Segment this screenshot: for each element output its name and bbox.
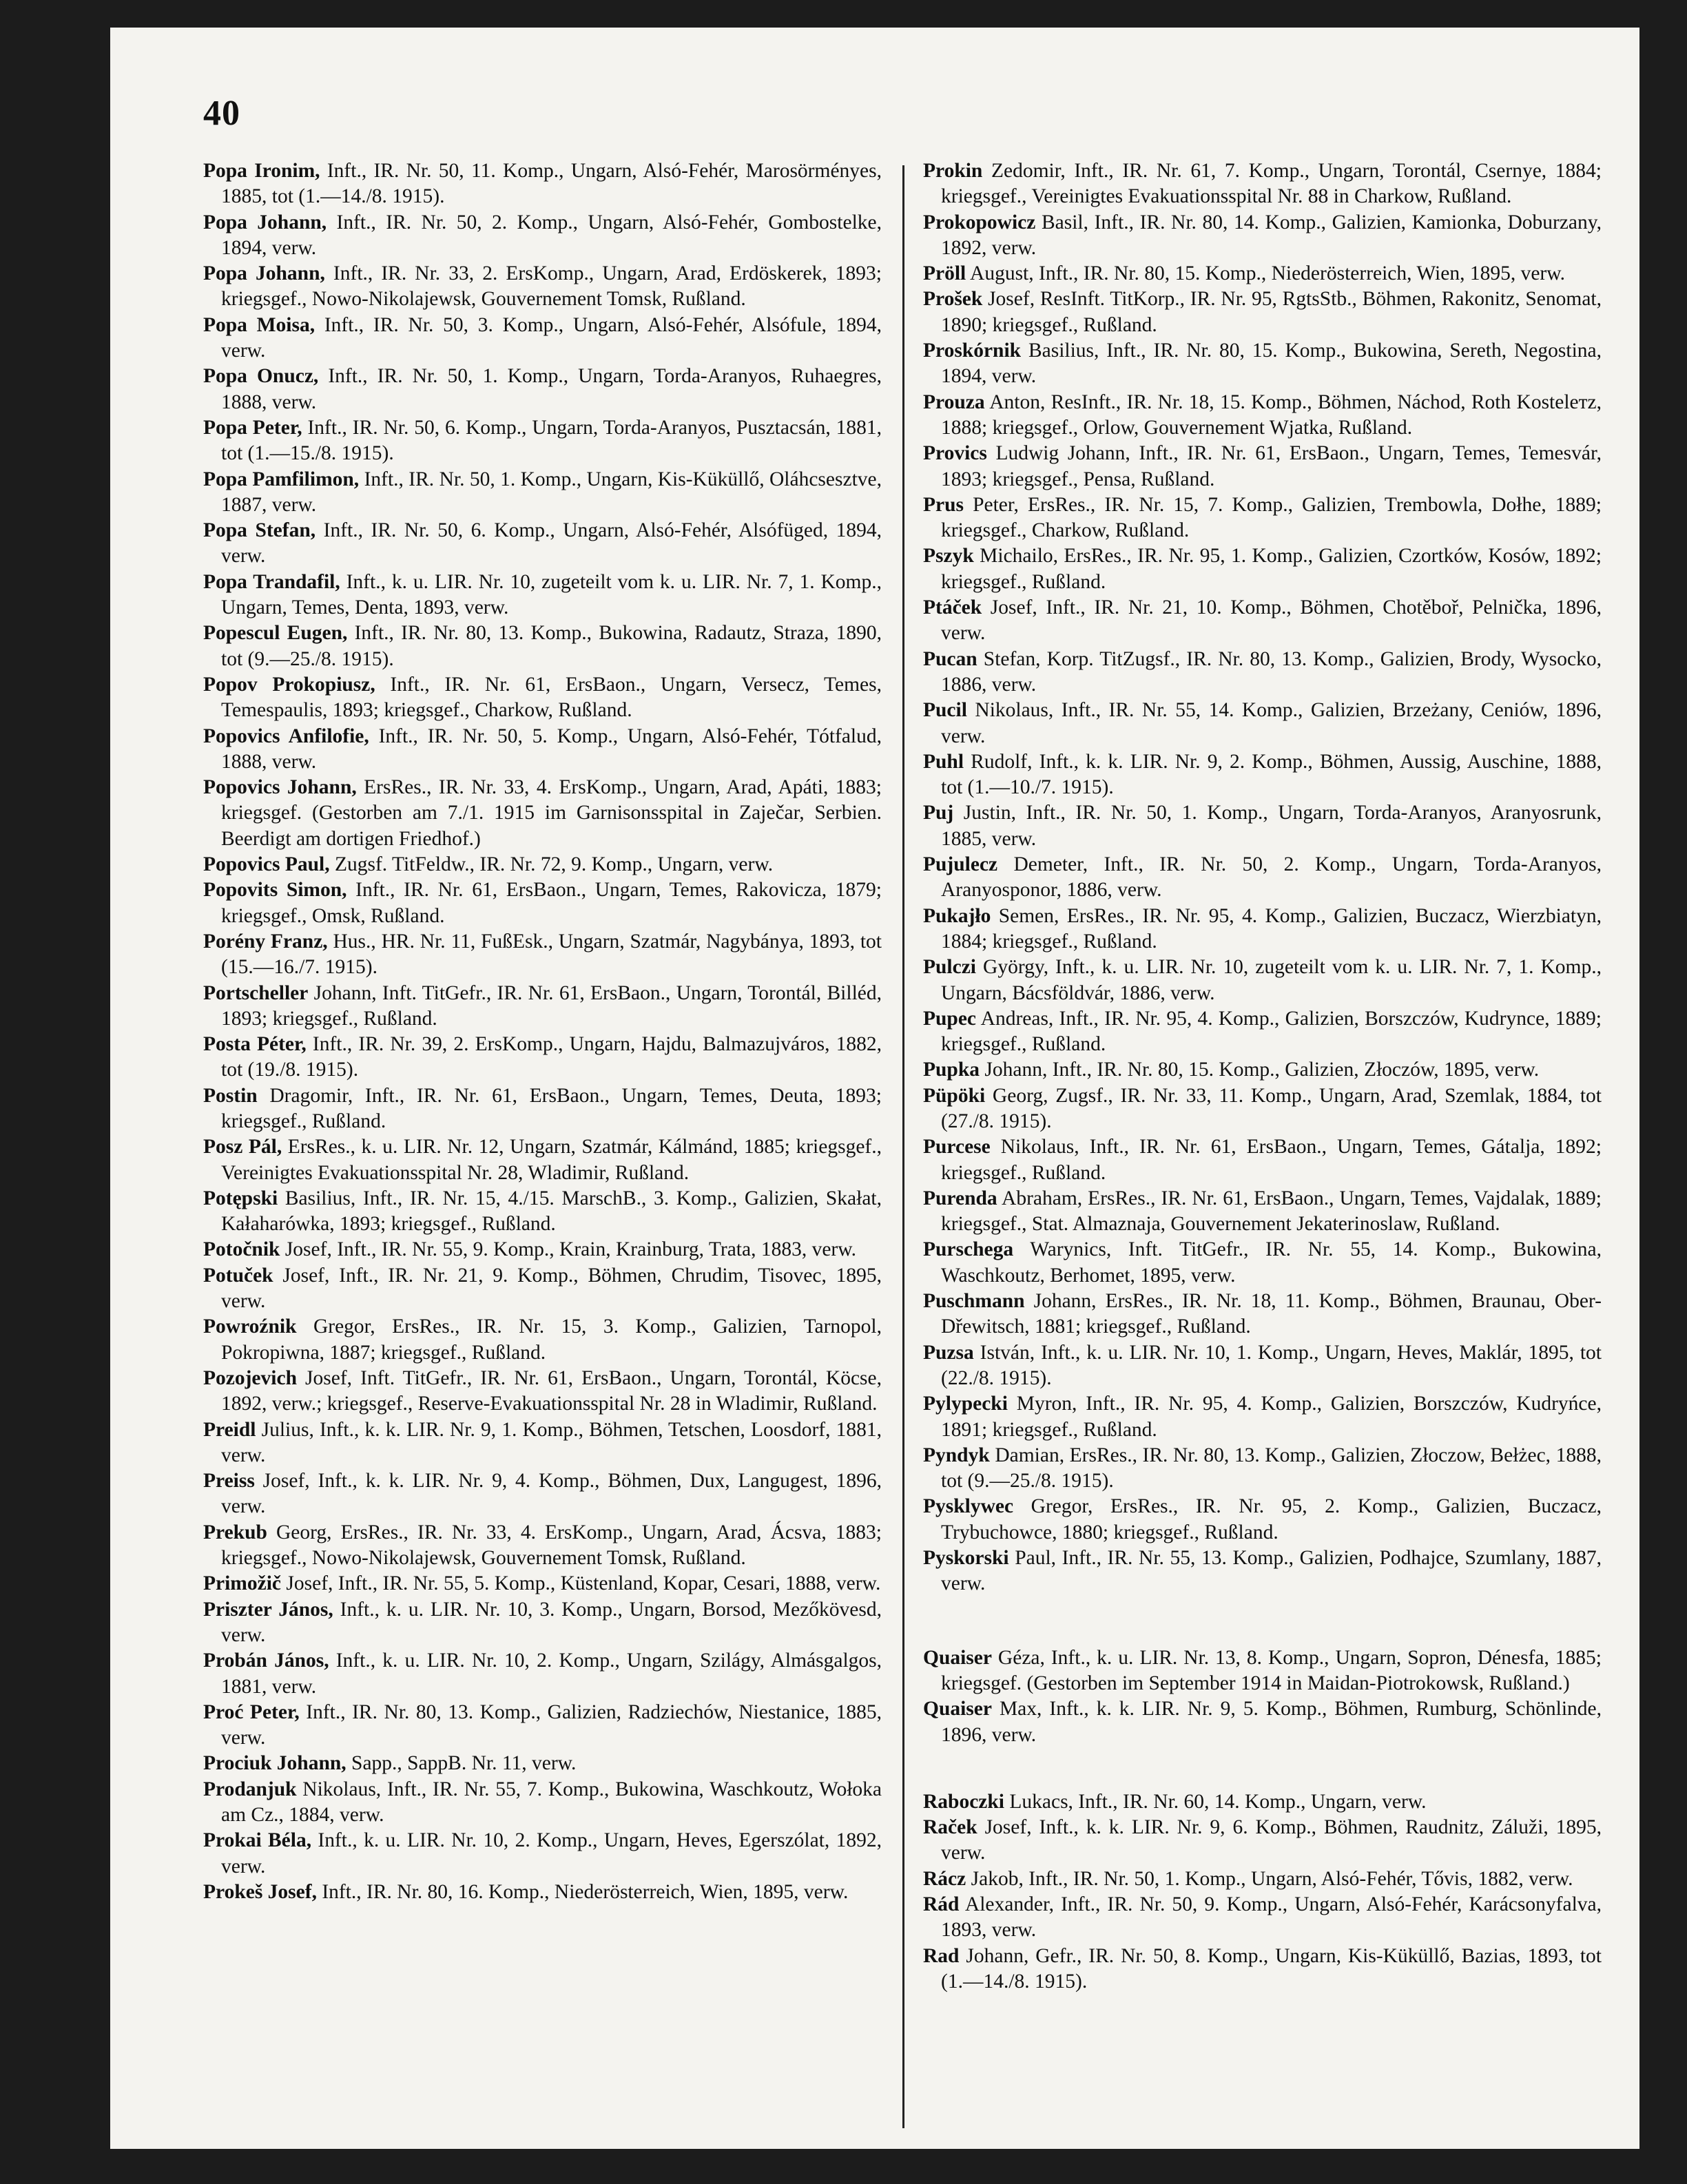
register-entry (203, 621, 882, 672)
register-entry (203, 1083, 882, 1135)
entry-details: ErsRes., IR. Nr. 33, 4. ErsKomp., Ungarn, Arad, Apáti, 1883; kriegsgef. (Gestorben am 7./1. 1915 im Garnisonsspital in Zaječar, Serbien. Beerdigt am dortigen Friedhof.) (221, 776, 882, 850)
entry-name: Pujulecz (923, 853, 998, 876)
section-gap (923, 1748, 1602, 1789)
entry-name: Puschmann (923, 1290, 1025, 1313)
register-entry (923, 1083, 1602, 1135)
entry-details: ErsRes., k. u. LIR. Nr. 12, Ungarn, Szatmár, Kálmánd, 1885; kriegsgef., Vereinigtes Evakuationsspital Nr. 28, Wladimir, Rußland. (221, 1136, 882, 1184)
entry-details: Nikolaus, Inft., IR. Nr. 55, 14. Komp., Galizien, Brzeżany, Ceniów, 1896, verw. (941, 699, 1602, 747)
entry-name: Purenda (923, 1187, 997, 1209)
entry-details: Nikolaus, Inft., IR. Nr. 61, ErsBaon., Ungarn, Temes, Gátalja, 1892; kriegsgef., Rußland. (941, 1136, 1602, 1184)
register-entry (923, 210, 1602, 262)
register-entry (923, 1789, 1602, 1815)
register-entry (203, 1700, 882, 1751)
entry-details: Inft., IR. Nr. 80, 13. Komp., Galizien, Radziechów, Niestanice, 1885, verw. (221, 1701, 882, 1749)
entry-name: Prus (923, 493, 964, 516)
entry-details: Justin, Inft., IR. Nr. 50, 1. Komp., Ungarn, Torda-Aranyos, Aranyosrunk, 1885, verw. (941, 802, 1602, 850)
right-section-p (923, 158, 1602, 1597)
entry-name: Purschega (923, 1238, 1014, 1261)
entry-name: Primožič (203, 1572, 282, 1595)
entry-name: Potočnik (203, 1238, 280, 1261)
entry-details: Inft., IR. Nr. 50, 5. Komp., Ungarn, Alsó-Fehér, Tótfalud, 1888, verw. (221, 725, 882, 773)
entry-name: Proskórnik (923, 340, 1022, 362)
entry-name: Popovics Johann, (203, 776, 357, 799)
entry-name: Rád (923, 1893, 960, 1915)
entry-name: Popa Johann, (203, 211, 327, 233)
entry-name: Provics (923, 442, 987, 465)
entry-name: Rad (923, 1944, 960, 1967)
entry-details: Paul, Inft., IR. Nr. 55, 13. Komp., Galizien, Podhajce, Szumlany, 1887, verw. (941, 1547, 1602, 1595)
register-entry (203, 724, 882, 776)
entry-name: Popa Peter, (203, 416, 302, 439)
entry-name: Popa Moisa, (203, 313, 315, 336)
entry-details: Inft., IR. Nr. 50, 3. Komp., Ungarn, Alsó-Fehér, Alsófule, 1894, verw. (221, 313, 882, 362)
entry-details: Warynics, Inft. TitGefr., IR. Nr. 55, 14. Komp., Bukowina, Waschkoutz, Berhomet, 1895, verw. (941, 1238, 1602, 1287)
entry-details: Inft., k. u. LIR. Nr. 10, 3. Komp., Ungarn, Borsod, Mezőkövesd, verw. (221, 1598, 882, 1646)
entry-details: Demeter, Inft., IR. Nr. 50, 2. Komp., Ungarn, Torda-Aranyos, Aranyosponor, 1886, verw. (941, 853, 1602, 902)
entry-name: Popa Trandafil, (203, 570, 340, 593)
entry-details: Josef, Inft., IR. Nr. 55, 5. Komp., Küstenland, Kopar, Cesari, 1888, verw. (281, 1572, 881, 1595)
entry-details: Josef, Inft., k. k. LIR. Nr. 9, 6. Komp., Böhmen, Raudnitz, Záluži, 1895, verw. (941, 1816, 1602, 1864)
register-entry (203, 210, 882, 262)
register-entry (923, 158, 1602, 210)
entry-name: Prodanjuk (203, 1778, 297, 1800)
register-entry (203, 1828, 882, 1880)
entry-details: Max, Inft., k. k. LIR. Nr. 9, 5. Komp., Böhmen, Rumburg, Schönlinde, 1896, verw. (941, 1698, 1602, 1746)
register-entry (203, 415, 882, 467)
entry-name: Pupka (923, 1059, 980, 1081)
entry-name: Popa Pamfilimon, (203, 468, 360, 490)
entry-details: Inft., k. u. LIR. Nr. 10, zugeteilt vom k. u. LIR. Nr. 7, 1. Komp., Ungarn, Temes, Denta, 1893, verw. (221, 570, 882, 619)
entry-details: Inft., k. u. LIR. Nr. 10, 2. Komp., Ungarn, Szilágy, Almásgalgos, 1881, verw. (221, 1650, 882, 1698)
entry-details: Géza, Inft., k. u. LIR. Nr. 13, 8. Komp., Ungarn, Sopron, Dénesfa, 1885; kriegsgef. (Gestorben im September 1914 in Maidan-Piotrokowsk, Rußland.) (941, 1646, 1602, 1694)
right-column (923, 158, 1602, 1995)
entry-details: August, Inft., IR. Nr. 80, 15. Komp., Niederösterreich, Wien, 1895, verw. (966, 262, 1565, 285)
entry-details: Inft., IR. Nr. 33, 2. ErsKomp., Ungarn, Arad, Erdöskerek, 1893; kriegsgef., Nowo-Nikolajewsk, Gouvernement Tomsk, Rußland. (221, 262, 882, 311)
register-entry (203, 1571, 882, 1597)
book-page (110, 28, 1639, 2149)
entry-name: Posz Pál, (203, 1136, 282, 1158)
register-entry (203, 158, 882, 210)
right-section-r (923, 1789, 1602, 1995)
entry-details: Inft., IR. Nr. 80, 16. Komp., Niederösterreich, Wien, 1895, verw. (316, 1880, 849, 1903)
register-entry (923, 1134, 1602, 1186)
entry-name: Prošek (923, 288, 983, 311)
register-entry (923, 749, 1602, 801)
entry-details: Josef, Inft., IR. Nr. 21, 10. Komp., Böhmen, Chotěboř, Pelnička, 1896, verw. (941, 596, 1602, 645)
entry-details: Sapp., SappB. Nr. 11, verw. (346, 1752, 577, 1775)
entry-name: Pyndyk (923, 1444, 990, 1466)
register-entry (923, 955, 1602, 1006)
register-entry (203, 672, 882, 724)
entry-details: Josef, Inft. TitGefr., IR. Nr. 61, ErsBaon., Ungarn, Torontál, Köcse, 1892, verw.; kriegsgef., Reserve-Evakuationsspital Nr. 28 in Wladimir, Rußland. (221, 1366, 882, 1415)
entry-name: Raboczki (923, 1790, 1004, 1813)
entry-name: Popescul Eugen, (203, 622, 348, 645)
entry-details: Rudolf, Inft., k. k. LIR. Nr. 9, 2. Komp., Böhmen, Aussig, Auschine, 1888, tot (1.—10./7. 1915). (941, 750, 1602, 799)
entry-name: Puj (923, 802, 954, 824)
section-gap (923, 1597, 1602, 1645)
left-column (203, 158, 882, 1905)
page-number: 40 (203, 94, 240, 133)
register-entry (923, 543, 1602, 595)
entry-name: Popov Prokopiusz, (203, 673, 375, 696)
register-entry (923, 1340, 1602, 1392)
entry-name: Prociuk Johann, (203, 1752, 346, 1775)
entry-details: Semen, ErsRes., IR. Nr. 95, 4. Komp., Galizien, Buczacz, Wierzbiatyn, 1884; kriegsgef., Rußland. (941, 904, 1602, 953)
entry-details: Inft., IR. Nr. 61, ErsBaon., Ungarn, Temes, Rakovicza, 1879; kriegsgef., Omsk, Rußland. (221, 879, 882, 927)
entry-details: Josef, ResInft. TitKorp., IR. Nr. 95, RgtsStb., Böhmen, Rakonitz, Senomat, 1890; kriegsgef., Rußland. (941, 288, 1602, 336)
entry-name: Popovics Paul, (203, 853, 330, 876)
right-section-q (923, 1645, 1602, 1748)
entry-name: Popa Onucz, (203, 365, 319, 388)
entry-details: Inft., IR. Nr. 50, 11. Komp., Ungarn, Alsó-Fehér, Marosörményes, 1885, tot (1.—14./8. 1915). (221, 160, 882, 208)
register-entry (923, 595, 1602, 647)
entry-name: Pszyk (923, 545, 974, 568)
entry-name: Probán János, (203, 1650, 329, 1672)
entry-name: Popovics Anfilofie, (203, 725, 369, 747)
register-entry (203, 1880, 882, 1905)
entry-details: Nikolaus, Inft., IR. Nr. 55, 7. Komp., Bukowina, Waschkoutz, Wołoka am Cz., 1884, verw. (221, 1778, 882, 1826)
register-entry (923, 1645, 1602, 1697)
entry-details: Abraham, ErsRes., IR. Nr. 61, ErsBaon., Ungarn, Temes, Vajdalak, 1889; kriegsgef., Stat. Almaznaja, Gouvernement Jekaterinoslaw, Rußland. (941, 1187, 1602, 1236)
entry-details: Andreas, Inft., IR. Nr. 95, 4. Komp., Galizien, Borszczów, Kudrynce, 1889; kriegsgef., Rußland. (941, 1007, 1602, 1056)
entry-details: Inft., IR. Nr. 80, 13. Komp., Bukowina, Radautz, Straza, 1890, tot (9.—25./8. 1915). (221, 622, 882, 670)
register-entry (923, 1443, 1602, 1495)
entry-details: Zedomir, Inft., IR. Nr. 61, 7. Komp., Ungarn, Torontál, Csernye, 1884; kriegsgef., Vereinigtes Evakuationsspital Nr. 88 in Charkow, Rußland. (941, 160, 1602, 208)
register-entry (923, 800, 1602, 852)
register-entry (203, 518, 882, 570)
entry-name: Puzsa (923, 1341, 974, 1364)
entry-details: Michailo, ErsRes., IR. Nr. 95, 1. Komp., Galizien, Czortków, Kosów, 1892; kriegsgef., Rußland. (941, 545, 1602, 593)
entry-name: Pyskorski (923, 1547, 1009, 1570)
entry-name: Potuček (203, 1264, 273, 1287)
entry-name: Popa Ironim, (203, 160, 320, 182)
register-entry (923, 698, 1602, 749)
entry-details: Inft., IR. Nr. 50, 1. Komp., Ungarn, Torda-Aranyos, Ruhaegres, 1888, verw. (221, 365, 882, 413)
entry-name: Potępski (203, 1187, 278, 1209)
register-entry (923, 1289, 1602, 1340)
register-entry (203, 261, 882, 313)
register-entry (203, 852, 882, 877)
register-entry (923, 904, 1602, 955)
entry-name: Prekub (203, 1521, 267, 1543)
register-entry (923, 261, 1602, 287)
entry-details: Alexander, Inft., IR. Nr. 50, 9. Komp., Ungarn, Alsó-Fehér, Karácsonyfalva, 1893, verw. (941, 1893, 1602, 1942)
entry-name: Pulczi (923, 956, 977, 979)
entry-details: Lukacs, Inft., IR. Nr. 60, 14. Komp., Ungarn, verw. (1004, 1790, 1427, 1813)
entry-details: Anton, ResInft., IR. Nr. 18, 15. Komp., Böhmen, Náchod, Roth Kostelетz, 1888; kriegsgef., Orlow, Gouvernement Wjatka, Rußland. (941, 391, 1602, 439)
entry-details: Basilius, Inft., IR. Nr. 15, 4./15. MarschB., 3. Komp., Galizien, Skałat, Kałaharówka, 1893; kriegsgef., Rußland. (221, 1187, 882, 1236)
register-entry (923, 1494, 1602, 1546)
register-entry (203, 1263, 882, 1315)
entry-name: Pupec (923, 1007, 977, 1030)
entry-details: Inft., IR. Nr. 50, 6. Komp., Ungarn, Torda-Aranyos, Pusztacsán, 1881, tot (1.—15./8. 1915). (221, 416, 882, 465)
entry-details: Gregor, ErsRes., IR. Nr. 15, 3. Komp., Galizien, Tarnopol, Pokropiwna, 1887; kriegsgef., Rußland. (221, 1315, 882, 1364)
register-entry (203, 313, 882, 364)
register-entry (203, 1237, 882, 1262)
register-entry (923, 1546, 1602, 1597)
register-entry (203, 570, 882, 621)
register-entry (203, 775, 882, 852)
entry-details: Inft., IR. Nr. 50, 6. Komp., Ungarn, Alsó-Fehér, Alsófüged, 1894, verw. (221, 519, 882, 568)
entry-details: Johann, Inft. TitGefr., IR. Nr. 61, ErsBaon., Ungarn, Torontál, Billéd, 1893; kriegsgef., Rußland. (221, 981, 882, 1030)
entry-details: Basil, Inft., IR. Nr. 80, 14. Komp., Galizien, Kamionka, Doburzany, 1892, verw. (941, 211, 1602, 259)
register-entry (923, 647, 1602, 698)
register-entry (923, 1057, 1602, 1083)
register-entry (203, 1417, 882, 1469)
entry-name: Pysklywec (923, 1495, 1014, 1518)
entry-details: Inft., IR. Nr. 61, ErsBaon., Ungarn, Versecz, Temes, Temespaulis, 1893; kriegsgef., Charkow, Rußland. (221, 673, 882, 722)
entry-details: Georg, ErsRes., IR. Nr. 33, 4. ErsKomp., Ungarn, Arad, Ácsva, 1883; kriegsgef., Nowo-Nikolajewsk, Gouvernement Tomsk, Rußland. (221, 1521, 882, 1570)
register-entry (203, 1468, 882, 1520)
register-entry (203, 1648, 882, 1700)
entry-name: Preiss (203, 1470, 255, 1493)
register-entry (203, 364, 882, 415)
register-entry (923, 1186, 1602, 1238)
entry-name: Prokin (923, 160, 983, 182)
entry-name: Purcese (923, 1136, 991, 1158)
entry-details: Josef, Inft., IR. Nr. 55, 9. Komp., Krain, Krainburg, Trata, 1883, verw. (280, 1238, 857, 1261)
entry-details: Jakob, Inft., IR. Nr. 50, 1. Komp., Ungarn, Alsó-Fehér, Tővis, 1882, verw. (966, 1867, 1573, 1890)
entry-name: Prouza (923, 391, 985, 413)
register-entry (923, 287, 1602, 338)
entry-details: Julius, Inft., k. k. LIR. Nr. 9, 1. Komp., Böhmen, Tetschen, Loosdorf, 1881, verw. (221, 1418, 882, 1466)
entry-name: Prokai Béla, (203, 1829, 312, 1852)
register-entry (203, 1314, 882, 1366)
entry-details: Inft., k. u. LIR. Nr. 10, 2. Komp., Ungarn, Heves, Egerszólat, 1892, verw. (221, 1829, 882, 1878)
entry-name: Raček (923, 1816, 977, 1839)
entry-details: Inft., IR. Nr. 50, 2. Komp., Ungarn, Alsó-Fehér, Gombostelke, 1894, verw. (221, 211, 882, 259)
entry-name: Powroźnik (203, 1315, 297, 1338)
entry-details: Basilius, Inft., IR. Nr. 80, 15. Komp., Bukowina, Sereth, Negostina, 1894, verw. (941, 340, 1602, 388)
entry-details: Stefan, Korp. TitZugsf., IR. Nr. 80, 13. Komp., Galizien, Brody, Wysocko, 1886, verw. (941, 647, 1602, 696)
register-entry (923, 1944, 1602, 1995)
entry-name: Pylypecki (923, 1393, 1008, 1415)
entry-details: Peter, ErsRes., IR. Nr. 15, 7. Komp., Galizien, Trembowla, Dołhe, 1889; kriegsgef., Charkow, Rußland. (941, 493, 1602, 542)
register-entry (203, 1777, 882, 1829)
entry-name: Pucan (923, 647, 977, 670)
entry-details: Ludwig Johann, Inft., IR. Nr. 61, ErsBaon., Ungarn, Temes, Temesvár, 1893; kriegsgef., Pensa, Rußland. (941, 442, 1602, 490)
column-divider (902, 165, 904, 2128)
entry-name: Püpöki (923, 1084, 986, 1107)
entry-details: Josef, Inft., IR. Nr. 21, 9. Komp., Böhmen, Chrudim, Tisovec, 1895, verw. (221, 1264, 882, 1313)
entry-details: Damian, ErsRes., IR. Nr. 80, 13. Komp., Galizien, Złoczow, Bełżec, 1888, tot (9.—25./8. 1915). (941, 1444, 1602, 1493)
register-entry (923, 338, 1602, 390)
entry-details: Georg, Zugsf., IR. Nr. 33, 11. Komp., Ungarn, Arad, Szemlak, 1884, tot (27./8. 1915). (941, 1084, 1602, 1132)
entry-name: Pucil (923, 699, 967, 722)
register-entry (923, 1237, 1602, 1289)
entry-name: Popa Johann, (203, 262, 325, 285)
entry-name: Prokeš Josef, (203, 1880, 317, 1903)
entry-name: Pukajło (923, 904, 991, 927)
register-entry (923, 1696, 1602, 1748)
register-entry (923, 441, 1602, 492)
register-entry (203, 929, 882, 981)
register-entry (923, 852, 1602, 904)
register-entry (203, 1134, 882, 1186)
register-entry (923, 1815, 1602, 1866)
register-entry (203, 1366, 882, 1417)
entry-details: György, Inft., k. u. LIR. Nr. 10, zugeteilt vom k. u. LIR. Nr. 7, 1. Komp., Ungarn, Bácsföldvár, 1886, verw. (941, 956, 1602, 1004)
register-entry (923, 1391, 1602, 1443)
entry-details: Gregor, ErsRes., IR. Nr. 95, 2. Komp., Galizien, Buczacz, Trybuchowce, 1880; kriegsgef., Rußland. (941, 1495, 1602, 1543)
entry-name: Portscheller (203, 981, 309, 1004)
entry-name: Postin (203, 1084, 258, 1107)
entry-name: Priszter János, (203, 1598, 333, 1621)
register-entry (203, 877, 882, 929)
entry-name: Proć Peter, (203, 1701, 300, 1723)
entry-name: Ptáček (923, 596, 982, 619)
entry-details: Johann, Gefr., IR. Nr. 50, 8. Komp., Ungarn, Kis-Küküllő, Bazias, 1893, tot (1.—14./8. 1915). (941, 1944, 1602, 1993)
register-entry (203, 1597, 882, 1649)
entry-details: Dragomir, Inft., IR. Nr. 61, ErsBaon., Ungarn, Temes, Deuta, 1893; kriegsgef., Rußland. (221, 1084, 882, 1132)
entry-name: Quaiser (923, 1698, 992, 1720)
entry-name: Rácz (923, 1867, 966, 1890)
register-entry (923, 492, 1602, 544)
register-entry (203, 981, 882, 1032)
entry-details: Johann, Inft., IR. Nr. 80, 15. Komp., Galizien, Złoczów, 1895, verw. (980, 1059, 1540, 1081)
register-entry (203, 1032, 882, 1083)
entry-details: Myron, Inft., IR. Nr. 95, 4. Komp., Galizien, Borszczów, Kudryńce, 1891; kriegsgef., Rußland. (941, 1393, 1602, 1441)
entry-name: Quaiser (923, 1646, 992, 1669)
entry-name: Posta Péter, (203, 1033, 307, 1056)
entry-name: Preidl (203, 1418, 256, 1441)
register-entry (203, 1186, 882, 1238)
entry-name: Pröll (923, 262, 966, 285)
entry-details: Johann, ErsRes., IR. Nr. 18, 11. Komp., Böhmen, Braunau, Ober-Dřewitsch, 1881; kriegsgef., Rußland. (941, 1290, 1602, 1338)
register-entry (923, 1892, 1602, 1944)
entry-name: Pozojevich (203, 1366, 297, 1389)
entry-name: Prokopowicz (923, 211, 1036, 233)
register-entry (203, 467, 882, 519)
register-entry (203, 1751, 882, 1776)
entry-name: Popa Stefan, (203, 519, 316, 542)
entry-details: Josef, Inft., k. k. LIR. Nr. 9, 4. Komp., Böhmen, Dux, Langugest, 1896, verw. (221, 1470, 882, 1518)
entry-name: Puhl (923, 750, 964, 773)
register-entry (923, 1006, 1602, 1058)
entry-details: Hus., HR. Nr. 11, FußEsk., Ungarn, Szatmár, Nagybánya, 1893, tot (15.—16./7. 1915). (221, 930, 882, 979)
register-entry (923, 1866, 1602, 1892)
entry-details: Zugsf. TitFeldw., IR. Nr. 72, 9. Komp., Ungarn, verw. (329, 853, 774, 876)
entry-name: Porény Franz, (203, 930, 328, 953)
entry-details: Inft., IR. Nr. 50, 1. Komp., Ungarn, Kis-Küküllő, Oláhcsesztve, 1887, verw. (221, 468, 882, 516)
entry-details: István, Inft., k. u. LIR. Nr. 10, 1. Komp., Ungarn, Heves, Maklár, 1895, tot (22./8. 1915). (941, 1341, 1602, 1389)
entry-details: Inft., IR. Nr. 39, 2. ErsKomp., Ungarn, Hajdu, Balmazujváros, 1882, tot (19./8. 1915). (221, 1033, 882, 1081)
register-entry (203, 1520, 882, 1572)
entry-name: Popovits Simon, (203, 879, 347, 902)
register-entry (923, 390, 1602, 441)
